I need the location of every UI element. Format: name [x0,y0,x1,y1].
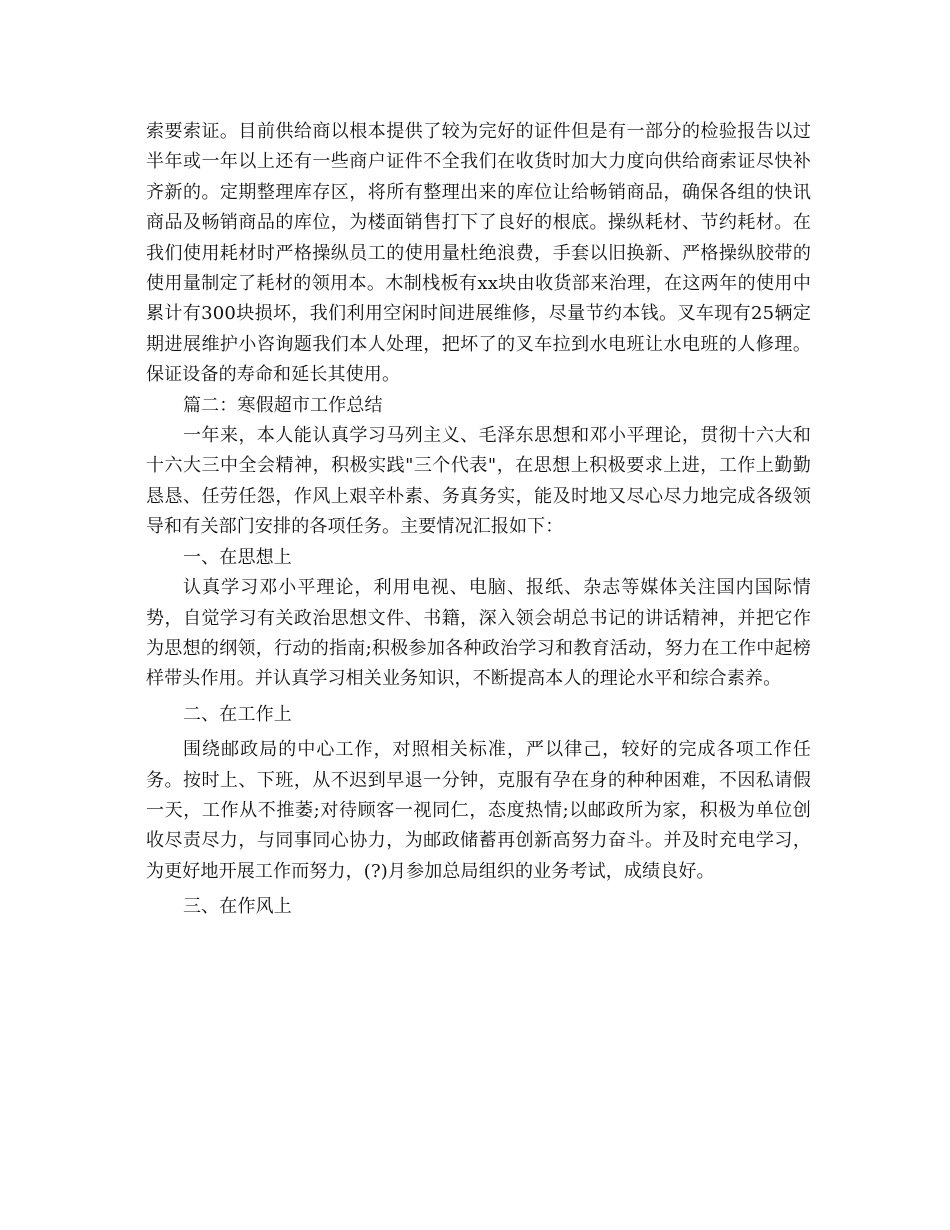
section-title-winter-supermarket-summary: 篇二：寒假超市工作总结 [183,394,383,416]
paragraph-ideology: 认真学习邓小平理论，利用电视、电脑、报纸、杂志等媒体关注国内国际情势，自觉学习有关政治思想文件、书籍，深入领会胡总书记的讲话精神，并把它作为思想的纲领，行动的指南;积极参加各种政治学习和教育活动，努力在工作中起榜样带头作用。并认真学习相关业务知识，不断提高本人的理论水平和综合素养。 [146,577,811,690]
paragraph-work: 围绕邮政局的中心工作，对照相关标准，严以律己，较好的完成各项工作任务。按时上、下班，从不迟到早退一分钟，克服有孕在身的种种困难，不因私请假一天，工作从不推萎;对待顾客一视同仁，态度热情;以邮政所为家，积极为单位创收尽责尽力，与同事同心协力，为邮政储蓄再创新高努力奋斗。并及时充电学习，为更好地开展工作而努力，(?)月参加总局组织的业务考试，成绩良好。 [146,739,811,882]
document-body [146,117,811,923]
paragraph-storage-management: 索要索证。目前供给商以根本提供了较为完好的证件但是有一部分的检验报告以过半年或一年以上还有一些商户证件不全我们在收货时加大力度向供给商索证尽快补齐新的。定期整理库存区，将所有整理出来的库位让给畅销商品，确保各组的快讯商品及畅销商品的库位，为楼面销售打下了良好的根底。操纵耗材、节约耗材。在我们使用耗材时严格操纵员工的使用量杜绝浪费，手套以旧换新、严格操纵胶带的使用量制定了耗材的领用本。木制栈板有xx块由收货部来治理，在这两年的使用中累计有300块损坏，我们利用空闲时间进展维修，尽量节约本钱。叉车现有25辆定期进展维护小咨询题我们本人处理，把坏了的叉车拉到水电班让水电班的人修理。保证设备的寿命和延长其使用。 [146,121,811,386]
paragraph-annual-introduction: 一年来，本人能认真学习马列主义、毛泽东思想和邓小平理论，贯彻十六大和十六大三中全会精神，积极实践"三个代表"，在思想上积极要求上进，工作上勤勤恳恳、任劳任怨，作风上艰辛朴素、务真务实，能及时地又尽心尽力地完成各级领导和有关部门安排的各项任务。主要情况汇报如下： [146,425,811,538]
heading-work-style: 三、在作风上 [183,896,292,918]
heading-ideology: 一、在思想上 [183,546,292,568]
heading-work: 二、在工作上 [183,703,292,725]
